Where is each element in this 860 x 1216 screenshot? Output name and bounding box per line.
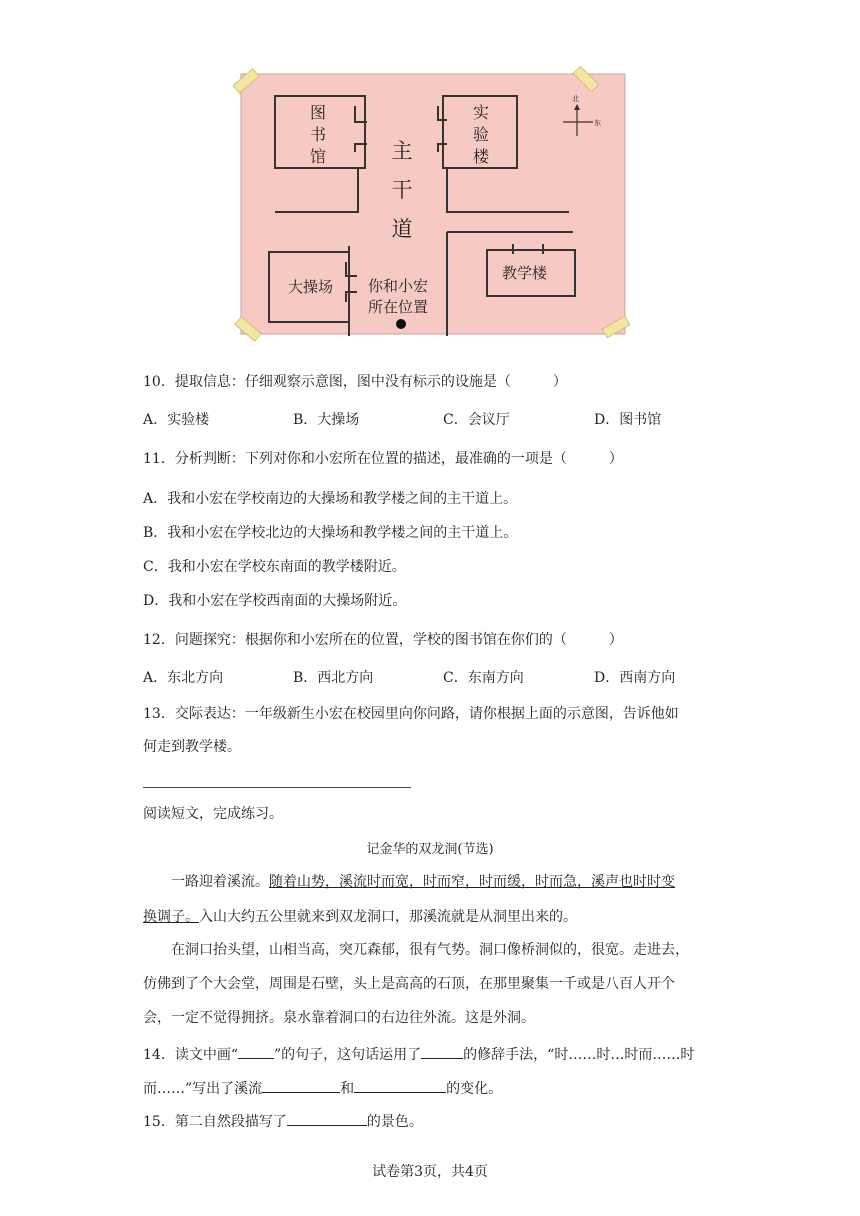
lab-char-3: 楼 bbox=[472, 147, 489, 166]
compass-east-label: 东 bbox=[594, 119, 601, 127]
lab-char-2: 验 bbox=[472, 125, 489, 144]
question-15 bbox=[143, 1111, 718, 1132]
q14-text-4: 而……”写出了溪流 bbox=[143, 1081, 263, 1097]
compass-north-label: 北 bbox=[572, 95, 579, 103]
question-12-stem: 12．问题探究：根据你和小宏所在的位置，学校的图书馆在你们的（ ） bbox=[143, 632, 623, 648]
main-road-char-3: 道 bbox=[391, 217, 413, 241]
paragraph-1-line-1 bbox=[143, 872, 718, 892]
q12-option-c[interactable]: C．东南方向 bbox=[443, 670, 524, 686]
reading-instruction: 阅读短文，完成练习。 bbox=[143, 806, 283, 822]
q14-blank-4[interactable] bbox=[354, 1078, 446, 1093]
p1-underlined-sentence-end: 换调子。 bbox=[143, 909, 199, 925]
q11-option-d[interactable]: D．我和小宏在学校西南面的大操场附近。 bbox=[143, 593, 407, 609]
q14-blank-1[interactable] bbox=[238, 1044, 274, 1059]
library-char-2: 书 bbox=[309, 125, 326, 144]
p1-underlined-sentence: 随着山势，溪流时而宽，时而窄，时而缓，时而急，溪声也时时变 bbox=[269, 874, 675, 890]
main-road-char-2: 干 bbox=[391, 178, 413, 202]
question-14-line-2 bbox=[143, 1078, 718, 1099]
position-dot bbox=[396, 319, 406, 329]
question-13-line-2: 何走到教学楼。 bbox=[143, 739, 241, 755]
main-road-label bbox=[389, 132, 415, 249]
main-road-char-1: 主 bbox=[391, 139, 413, 163]
p1-rest: 入山大约五公里就来到双龙洞口，那溪流就是从洞里出来的。 bbox=[199, 909, 577, 925]
q12-option-d[interactable]: D．西南方向 bbox=[594, 670, 676, 686]
paragraph-1-line-2 bbox=[143, 907, 718, 927]
playground-label: 大操场 bbox=[288, 278, 334, 296]
position-label-line-2: 所在位置 bbox=[368, 298, 429, 316]
lab-char-1: 实 bbox=[472, 103, 489, 122]
q15-text-2: 的景色。 bbox=[366, 1114, 423, 1130]
question-13-line-1: 13．交际表达：一年级新生小宏在校园里向你问路，请你根据上面的示意图，告诉他如 bbox=[143, 706, 679, 722]
q10-option-b[interactable]: B．大操场 bbox=[293, 412, 360, 428]
q14-text-2: ”的句子，这句话运用了 bbox=[273, 1047, 422, 1063]
q14-text-3: 的修辞手法，“时……时…时而……时 bbox=[463, 1047, 695, 1063]
q10-option-d[interactable]: D．图书馆 bbox=[594, 412, 662, 428]
q14-text-1: 14．读文中画“ bbox=[143, 1047, 238, 1063]
library-label bbox=[308, 102, 328, 168]
paragraph-2-line-2: 仿佛到了个大会堂，周围是石壁，头上是高高的石顶，在那里聚集一千或是八百人开个 bbox=[143, 976, 675, 992]
q11-option-b[interactable]: B．我和小宏在学校北边的大操场和教学楼之间的主干道上。 bbox=[143, 525, 518, 541]
q15-blank[interactable] bbox=[287, 1111, 367, 1126]
q14-text-5: 和 bbox=[340, 1081, 355, 1097]
library-char-3: 馆 bbox=[309, 147, 326, 166]
q11-option-a[interactable]: A．我和小宏在学校南边的大操场和教学楼之间的主干道上。 bbox=[143, 491, 518, 507]
teaching-building-label: 教学楼 bbox=[502, 264, 548, 282]
position-label-line-1: 你和小宏 bbox=[368, 277, 429, 295]
question-14-line-1 bbox=[143, 1044, 718, 1065]
reading-title: 记金华的双龙洞(节选) bbox=[366, 842, 494, 857]
q15-text-1: 15．第二自然段描写了 bbox=[143, 1114, 287, 1130]
q11-option-c[interactable]: C．我和小宏在学校东南面的教学楼附近。 bbox=[143, 559, 406, 575]
q12-option-a[interactable]: A．东北方向 bbox=[143, 670, 224, 686]
school-map bbox=[233, 66, 633, 342]
library-char-1: 图 bbox=[309, 103, 326, 122]
q13-answer-line[interactable] bbox=[143, 787, 411, 788]
paragraph-2-line-1: 在洞口抬头望，山相当高，突兀森郁，很有气势。洞口像桥洞似的，很宽。走进去， bbox=[171, 942, 689, 958]
p1-start: 一路迎着溪流。 bbox=[171, 874, 269, 890]
q14-text-6: 的变化。 bbox=[446, 1081, 503, 1097]
q12-option-b[interactable]: B．西北方向 bbox=[293, 670, 374, 686]
question-10-stem: 10．提取信息：仔细观察示意图，图中没有标示的设施是（ ） bbox=[143, 374, 567, 390]
lab-label bbox=[471, 102, 491, 168]
q14-blank-2[interactable] bbox=[421, 1044, 463, 1059]
q14-blank-3[interactable] bbox=[262, 1078, 340, 1093]
question-11-stem: 11．分析判断：下列对你和小宏所在位置的描述，最准确的一项是（ ） bbox=[143, 451, 623, 467]
position-label bbox=[368, 276, 428, 318]
page-footer: 试卷第3页，共4页 bbox=[372, 1164, 488, 1180]
q10-option-c[interactable]: C．会议厅 bbox=[443, 412, 510, 428]
paragraph-2-line-3: 会，一定不觉得拥挤。泉水靠着洞口的右边往外流。这是外洞。 bbox=[143, 1010, 535, 1026]
q10-option-a[interactable]: A．实验楼 bbox=[143, 412, 210, 428]
